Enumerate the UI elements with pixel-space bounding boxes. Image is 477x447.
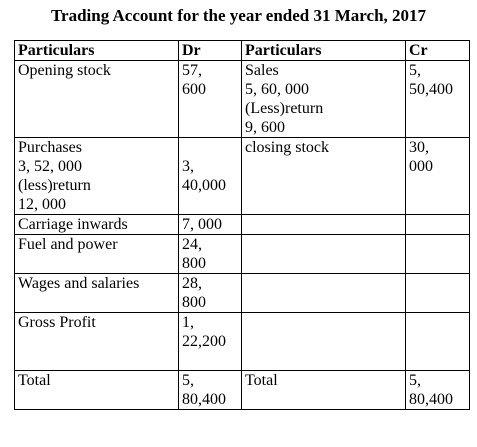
dr-amount-cell <box>179 215 242 235</box>
cell-line: 57, <box>182 62 202 79</box>
cell-line: Carriage inwards <box>18 216 128 233</box>
cell-line: Fuel and power <box>18 236 118 253</box>
cr-amount-cell <box>406 313 470 371</box>
cell-line: Purchases <box>18 139 82 156</box>
dr-particulars-cell <box>15 274 179 313</box>
table-body <box>15 61 470 410</box>
cell-line: 800 <box>182 255 206 272</box>
cell-line: 7, 000 <box>182 216 222 233</box>
dr-amount-cell <box>179 313 242 371</box>
header-cr-amount: Cr <box>406 41 470 61</box>
table-header-row <box>15 41 470 61</box>
header-dr-amount: Dr <box>179 41 242 61</box>
cell-line: 3, 52, 000 <box>18 158 82 175</box>
dr-amount-cell <box>179 371 242 410</box>
cell-line: 5, <box>409 62 421 79</box>
cr-particulars-cell <box>242 371 406 410</box>
cr-particulars-cell <box>242 235 406 274</box>
dr-particulars-cell <box>15 313 179 371</box>
cr-amount-cell <box>406 215 470 235</box>
cell-line: 30, <box>409 139 429 156</box>
cell-line: (less)return <box>18 177 91 194</box>
cell-line: (Less)return <box>245 100 324 117</box>
dr-amount-cell <box>179 235 242 274</box>
cr-amount-cell <box>406 138 470 215</box>
cell-line: 28, <box>182 275 202 292</box>
dr-amount-cell <box>179 274 242 313</box>
table-row <box>15 235 470 274</box>
cell-line: Sales <box>245 62 279 79</box>
cell-line: 80,400 <box>409 391 453 408</box>
cr-particulars-cell <box>242 215 406 235</box>
table-row <box>15 313 470 371</box>
cr-particulars-cell <box>242 313 406 371</box>
table-row <box>15 138 470 215</box>
cell-line: Total <box>18 372 51 389</box>
header-cr-particulars: Particulars <box>242 41 406 61</box>
cell-line: 800 <box>182 294 206 311</box>
cr-amount-cell <box>406 274 470 313</box>
table-row <box>15 215 470 235</box>
cr-amount-cell <box>406 235 470 274</box>
cr-amount-cell <box>406 371 470 410</box>
cell-line: closing stock <box>245 139 329 156</box>
dr-particulars-cell <box>15 235 179 274</box>
cell-line: 3, <box>182 158 194 175</box>
cell-line: Total <box>245 372 278 389</box>
header-dr-particulars: Particulars <box>15 41 179 61</box>
cr-particulars-cell <box>242 274 406 313</box>
cell-line: 5, 60, 000 <box>245 81 309 98</box>
dr-particulars-cell <box>15 138 179 215</box>
cr-particulars-cell <box>242 138 406 215</box>
table-row <box>15 61 470 138</box>
cell-line: Gross Profit <box>18 314 96 331</box>
dr-particulars-cell <box>15 61 179 138</box>
cr-amount-cell <box>406 61 470 138</box>
cell-line: 600 <box>182 81 206 98</box>
cell-line: 5, <box>409 372 421 389</box>
cell-line: 12, 000 <box>18 196 66 213</box>
cell-line: 22,200 <box>182 333 226 350</box>
cell-line: 40,000 <box>182 177 226 194</box>
dr-particulars-cell <box>15 215 179 235</box>
cr-particulars-cell <box>242 61 406 138</box>
cell-line: Wages and salaries <box>18 275 140 292</box>
cell-line: 5, <box>182 372 194 389</box>
cell-line: 50,400 <box>409 81 453 98</box>
cell-line: Opening stock <box>18 62 111 79</box>
table-row <box>15 274 470 313</box>
cell-line: 80,400 <box>182 391 226 408</box>
cell-line: 1, <box>182 314 194 331</box>
dr-amount-cell <box>179 61 242 138</box>
dr-particulars-cell <box>15 371 179 410</box>
cell-line: 24, <box>182 236 202 253</box>
table-row <box>15 371 470 410</box>
trading-account-table <box>14 40 470 410</box>
cell-line: 9, 600 <box>245 119 285 136</box>
cell-line: 000 <box>409 158 433 175</box>
dr-amount-cell <box>179 138 242 215</box>
page-title: Trading Account for the year ended 31 March, 2017 <box>50 6 427 25</box>
cell-line <box>182 138 238 157</box>
